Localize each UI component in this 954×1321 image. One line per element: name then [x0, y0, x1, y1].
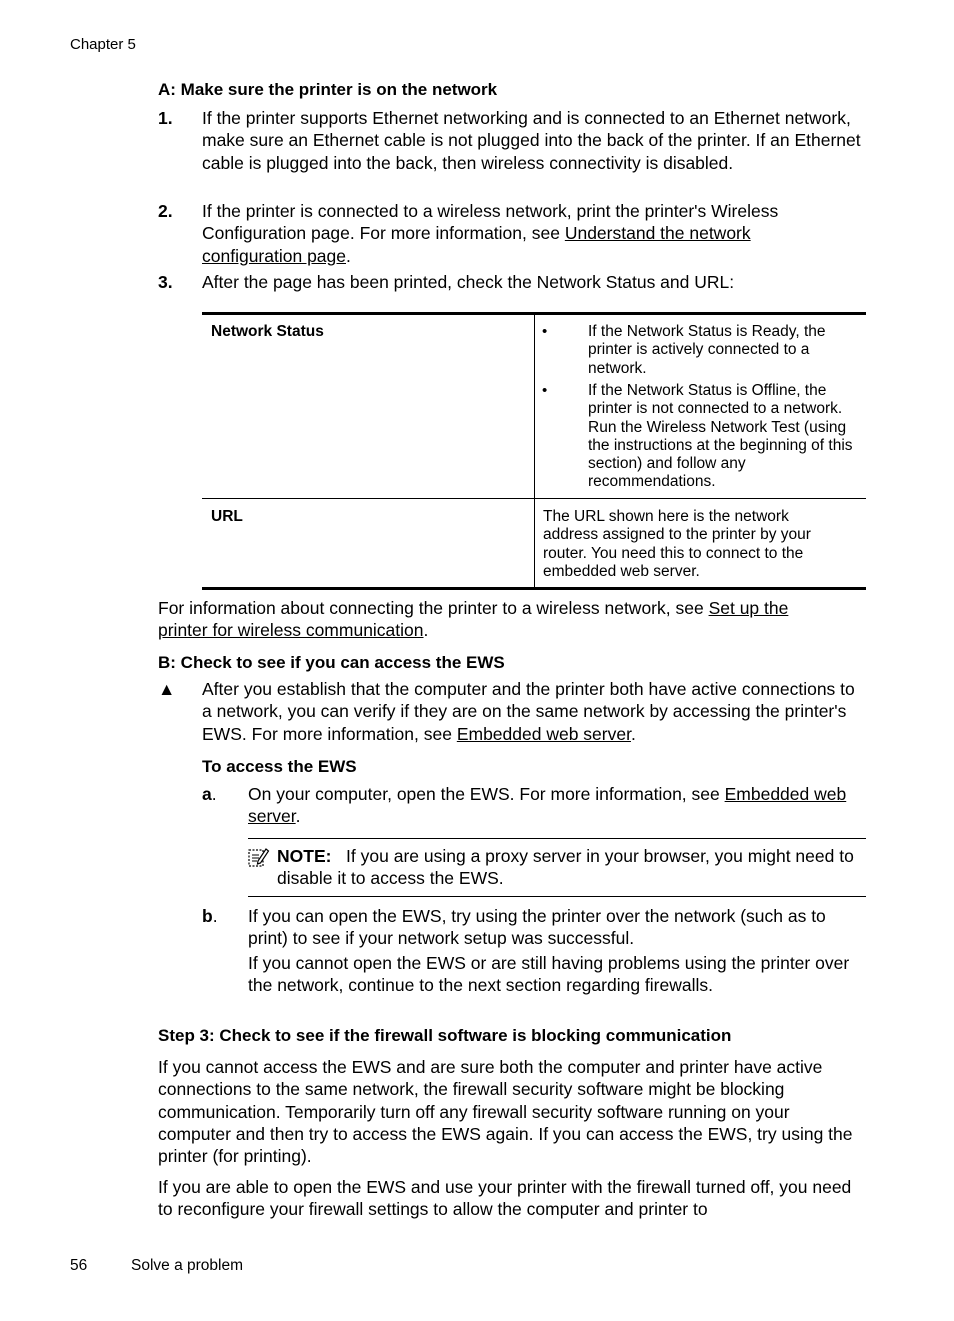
step-2-number: 2.: [158, 201, 173, 221]
table-label-url: URL: [211, 508, 243, 525]
bullet-dot: •: [542, 323, 548, 340]
step-3-text: After the page has been printed, check the Network Status and URL:: [202, 272, 735, 292]
ews-link[interactable]: Embedded web server: [456, 723, 631, 744]
table-label-network-status: Network Status: [211, 323, 324, 340]
section-b-text-before: After you establish that the computer and the printer both have active connections to a network, you can verify if they are on the same network by accessing the printer's EWS. For more information, see: [202, 679, 855, 744]
step-1-text: If the printer supports Ethernet networking and is connected to an Ethernet network, make sure an Ethernet cable is not plugged into the back of the printer. If an Ethernet cable is plugged into the back, then wireless connectivity is disabled.: [202, 108, 861, 173]
step-a-text: [248, 783, 858, 828]
step-2-text-after: .: [346, 245, 351, 266]
table-row-divider: [202, 498, 866, 499]
note-pencil-icon: [248, 846, 270, 868]
wireless-info-text-after: .: [423, 620, 429, 641]
access-ews-subheading: To access the EWS: [202, 757, 357, 776]
step-3-paragraph-2: If you are able to open the EWS and use your printer with the firewall turned off, you need to reconfigure your firewall settings to allow the computer and printer to: [158, 1177, 852, 1220]
step-a-text-before: On your computer, open the EWS. For more information, see: [248, 784, 725, 804]
table-url-description: The URL shown here is the network address assigned to the printer by your router. You need this to connect to the embedded web server.: [543, 508, 811, 580]
ews-link-step-a[interactable]: Embedded web server: [248, 784, 847, 827]
section-a-heading: A: Make sure the printer is on the network: [158, 80, 498, 99]
page-number: 56: [70, 1257, 88, 1274]
step-1-number: 1.: [158, 108, 173, 128]
step-2-text-before: If the printer is connected to a wireless network, print the printer's Wireless Configuration page. For more information, see: [202, 201, 779, 244]
step-3-heading: Step 3: Check to see if the firewall software is blocking communication: [158, 1026, 732, 1045]
footer-section-title: Solve a problem: [131, 1257, 244, 1274]
note-body: If you are using a proxy server in your browser, you might need to disable it to access the EWS.: [277, 846, 854, 889]
network-config-link[interactable]: Understand the network configuration page: [202, 223, 751, 266]
wireless-info-text-before: For information about connecting the printer to a wireless network, see: [158, 598, 709, 618]
table-network-status-bullet-1: If the Network Status is Ready, the printer is actively connected to a network.: [588, 323, 826, 377]
step-b-text-2: If you cannot open the EWS or are still having problems using the printer over the network, continue to the next section regarding firewalls.: [248, 953, 850, 996]
note-label: NOTE:: [277, 846, 332, 866]
table-column-divider: [534, 315, 535, 587]
section-b-text-after: .: [630, 723, 636, 744]
step-b-text-1: If you can open the EWS, try using the printer over the network (such as to print) to see if your network setup was successful.: [248, 906, 826, 949]
step-a-label: a.: [202, 784, 217, 804]
step-3-number: 3.: [158, 272, 173, 292]
section-b-heading: B: Check to see if you can access the EWS: [158, 653, 505, 672]
step-b-letter: b: [202, 906, 213, 926]
section-b-paragraph: [202, 678, 866, 745]
step-a-text-after: .: [295, 806, 301, 827]
chapter-label: Chapter 5: [70, 36, 136, 53]
note-bottom-rule: [248, 896, 866, 897]
triangle-bullet-icon: ▲: [158, 679, 176, 699]
note-text: [277, 845, 867, 890]
wireless-info-paragraph: [158, 597, 838, 642]
step-a-letter: a: [202, 784, 212, 804]
step-3-paragraph-1: If you cannot access the EWS and are sure both the computer and printer have active connections to the same network, the firewall security software might be blocking communication. Temporarily turn off any firewall security software running on your computer and then try to access the EWS again. If you can access the EWS, try using the printer (for printing).: [158, 1057, 853, 1167]
table-network-status-bullet-2: If the Network Status is Offline, the printer is not connected to a network. Run the Wireless Network Test (using the instructions at the beginning of this section) and follow any recommendations.: [588, 382, 853, 491]
step-2-text: [202, 200, 822, 267]
step-b-label: b.: [202, 906, 218, 926]
bullet-dot: •: [542, 382, 548, 399]
wireless-setup-link[interactable]: Set up the printer for wireless communication: [158, 598, 789, 641]
table-bottom-rule: [202, 587, 866, 590]
note-top-rule: [248, 838, 866, 839]
